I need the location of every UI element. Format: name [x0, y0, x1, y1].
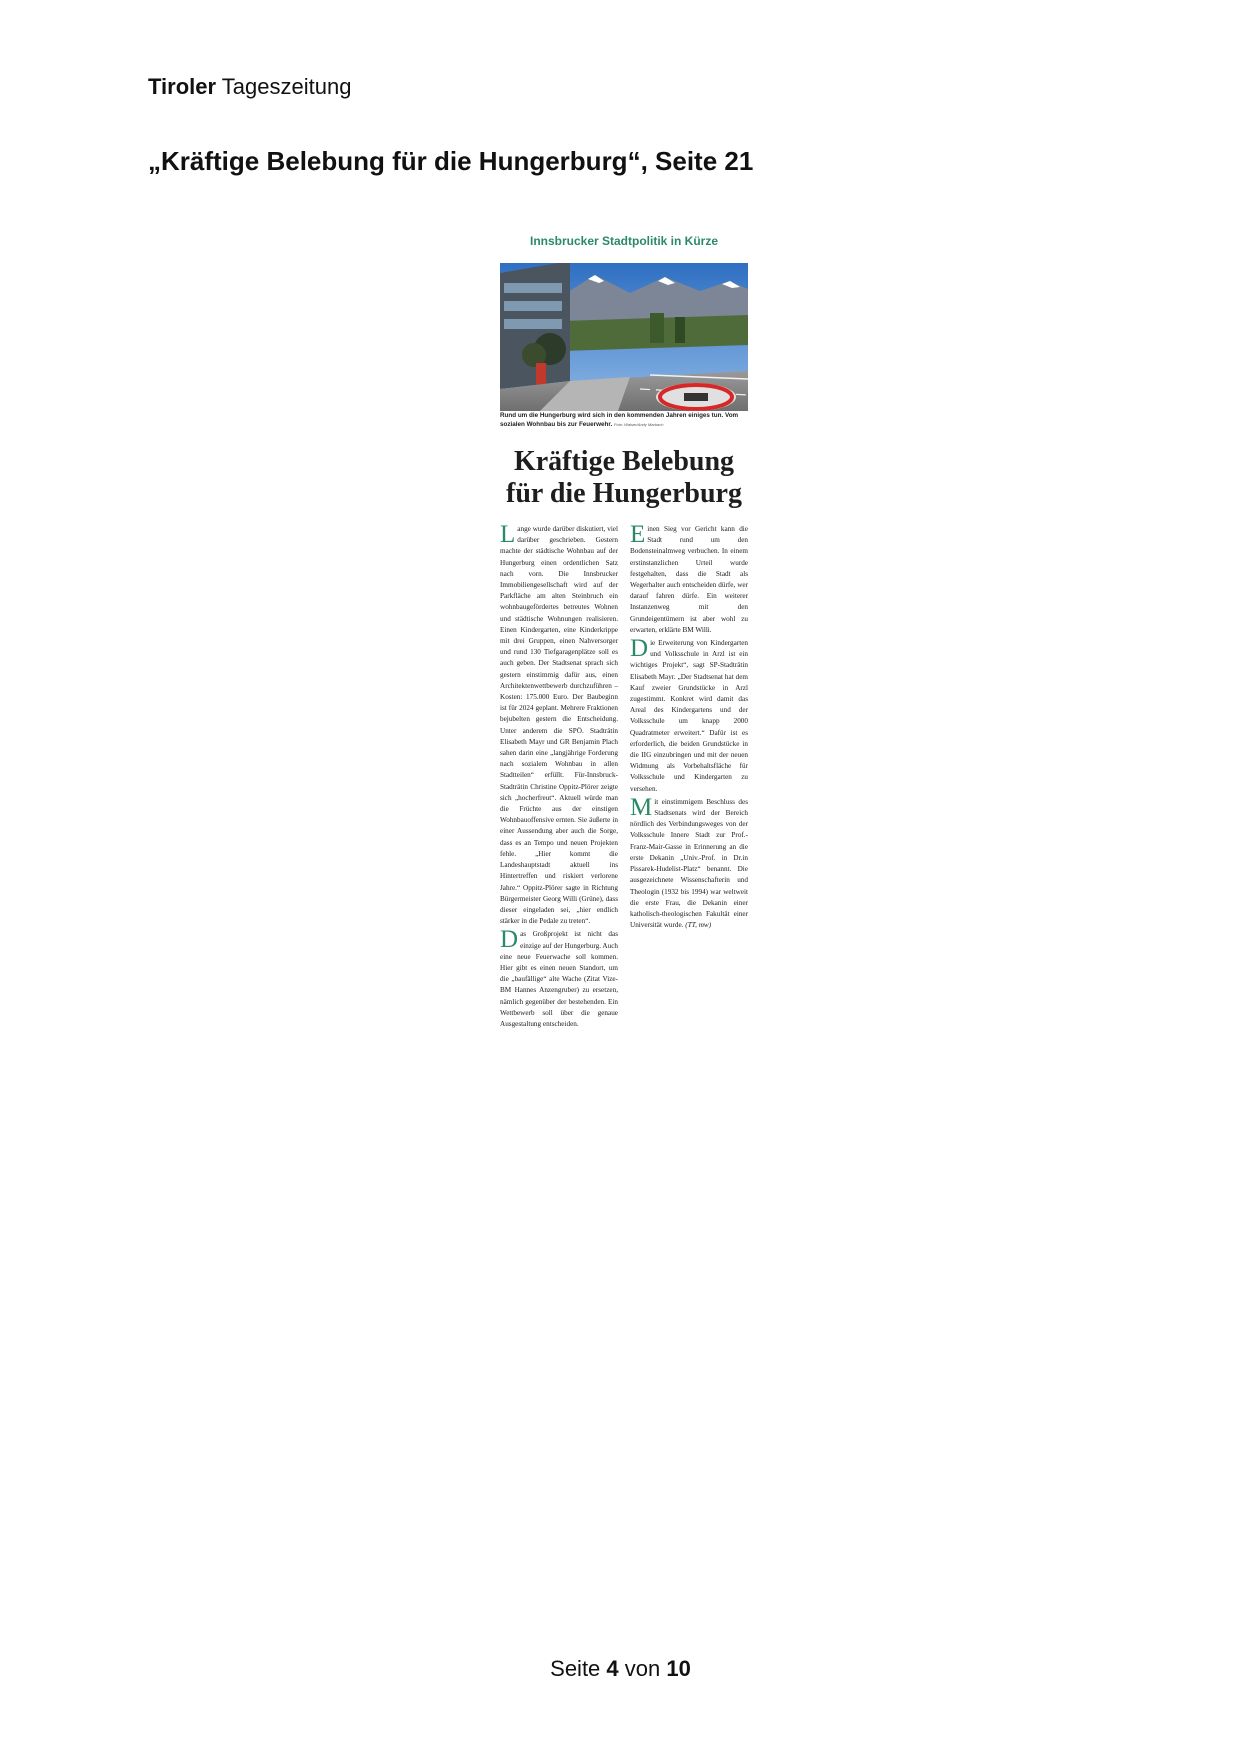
publication-name-rest: Tageszeitung [216, 74, 352, 99]
paragraph-text: as Großprojekt ist nicht das einzige auf der Hungerburg. Auch eine neue Feuerwache soll kommen. Hier gibt es einen neuen Standort, um die „baufällige“ alte Wache (Zitat Vize-BM Hannes Anzengruber) zu ersetzen, nämlich gegenüber der bestehenden. Ein Wettbewerb soll über die genaue Ausgestaltung entscheiden. [500, 930, 618, 1028]
paragraph-text: inen Sieg vor Gericht kann die Stadt rund um den Bodensteinalmweg verbuchen. In einem erstinstanzlichen Urteil wurde festgehalten, dass die Stadt als Wegerhalter auch entscheiden dürfe, wer darauf fahren dürfe. Ein weiterer Instanzenweg mit den Grundeigentümern ist aber wohl zu erwarten, erklärte BM Willi. [630, 525, 748, 634]
drop-cap: D [500, 926, 519, 954]
article-headline: Kräftige Belebung für die Hungerburg [506, 446, 742, 509]
document-title: „Kräftige Belebung für die Hungerburg“, Seite 21 [148, 146, 754, 176]
paragraph-text: it einstimmigem Beschluss des Stadtsenats wird der Bereich nördlich des Verbindungsweges von der Volksschule Innere Stadt zur Prof.-Franz-Mair-Gasse in Erinnerung an die erste Dekanin „Univ.-Prof. in Dr.in Pissarek-Hudelist-Platz“ benannt. Die ausgezeichnete Wissenschafterin und Theologin (1932 bis 1994) war weltweit die erste Frau, die Dekanin einer katholisch-theologischen Fakultät einer Universität wurde. [630, 797, 748, 930]
article-paragraph [630, 635, 748, 795]
caption-text: Rund um die Hungerburg wird sich in den kommenden Jahren einiges tun. Vom sozialen Wohnbau bis zur Feuerwehr. [500, 412, 739, 428]
paragraph-text: ie Erweiterung von Kindergarten und Volksschule in Arzl ist ein wichtiges Projekt“, sagt SP-Stadträtin Elisabeth Mayr. „Der Stadtsenat hat dem Kauf zweier Grundstücke in Arzl zugestimmt. Konkret wird damit das Areal des Kindergartens und der Volksschule um knapp 2000 Quadratmeter erweitert.“ Dafür ist es erforderlich, die beiden Grundstücke in die IIG einzubringen und mit der neuen Widmung als Vorbehaltsfläche für Volksschule und Kindergarten zu versehen. [630, 639, 748, 793]
article-paragraph [630, 793, 748, 931]
drop-cap: E [630, 521, 646, 548]
article-paragraph [500, 926, 618, 1030]
page-prefix: Seite [550, 1656, 607, 1681]
publication-name-bold: Tiroler [148, 74, 217, 99]
total-pages: 10 [666, 1656, 691, 1681]
drop-cap: L [500, 521, 516, 548]
author-signature: (TT, mw) [683, 921, 712, 930]
article-column-right [630, 521, 748, 933]
photo-credit: Foto: Walser/Andy Marbach [613, 421, 664, 427]
article-paragraph [630, 521, 748, 636]
page-separator: von [618, 1656, 667, 1681]
page-footer [0, 1656, 1241, 1682]
publication-name [148, 74, 351, 100]
article-paragraph [500, 521, 618, 927]
paragraph-text: ange wurde darüber diskutiert, viel darüber geschrieben. Gestern machte der städtische Wohnbau auf der Hungerburg einen ordentlichen Satz nach vorn. Die Innsbrucker Immobiliengesellschaft wird auf der Parkfläche am alten Steinbruch ein wohnbaugefördertes betreutes Wohnen und städtische Wohnungen realisieren. Einen Kindergarten, eine Kinderkrippe mit drei Gruppen, einen Nahversorger und rund 130 Tiefgaragenplätze soll es auch geben. Der Stadtsenat sprach sich gestern einstimmig dafür aus, einen Architektenwettbewerb durchzuführen – Kosten: 175.000 Euro. Der Baubeginn ist für 2024 geplant. Mehrere Fraktionen bejubelten gestern die Entscheidung. Unter anderem die SPÖ. Stadträtin Elisabeth Mayr und GR Benjamin Plach sahen darin eine „langjährige Forderung nach sozialem Wohnbau in allen Stadtteilen“ erfüllt. Für-Innsbruck-Stadträtin Christine Oppitz-Plörer zeigte sich „hocherfreut“. Aktuell würde man die Früchte aus der einstigen Wohnbauoffensive ernten. Sie äußerte in einer Aussendung aber auch die Sorge, dass es an Tempo und neuen Projekten fehle. „Hier kommt die Landeshauptstadt aktuell ins Hintertreffen und riskiert verlorene Jahre.“ Oppitz-Plörer sagte in Richtung Bürgermeister Georg Willi (Grüne), dass dieser eingeladen sei, „hier endlich stärker in die Pedale zu treten“. [500, 525, 618, 926]
article-kicker: Innsbrucker Stadtpolitik in Kürze [529, 234, 719, 248]
drop-cap: D [630, 635, 649, 663]
article-photo [500, 263, 748, 411]
newspaper-clipping [500, 234, 748, 1170]
current-page-number: 4 [606, 1656, 619, 1681]
photo-caption [500, 412, 748, 429]
drop-cap: M [630, 793, 653, 821]
article-column-left [500, 521, 618, 1032]
street-photo-illustration [500, 263, 748, 411]
